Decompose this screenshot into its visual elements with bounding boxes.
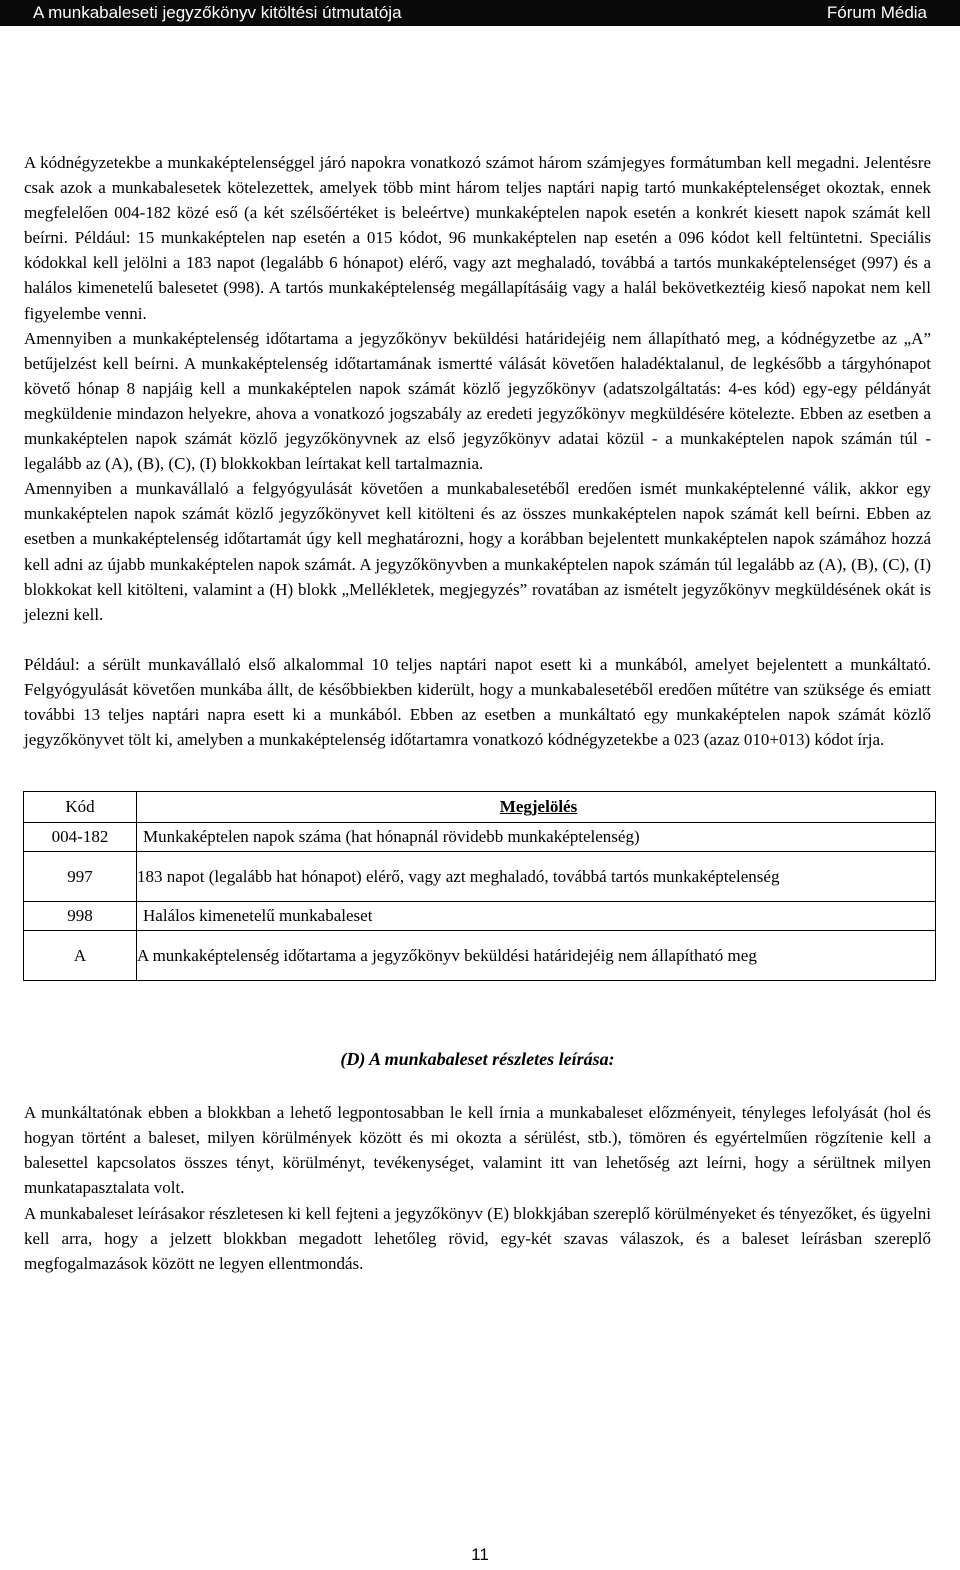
section-title: (D) A munkabaleset részletes leírása: [340, 1049, 615, 1070]
table-cell-code: 998 [24, 902, 137, 931]
table-cell-desc: 183 napot (legalább hat hónapot) elérő, vagy azt meghaladó, továbbá tartós munkaképtelenség [137, 852, 936, 902]
table-header-row [24, 792, 936, 823]
document-body [24, 150, 931, 1276]
table-row [24, 902, 936, 931]
table-cell-desc: A munkaképtelenség időtartama a jegyzőkönyv beküldési határidejéig nem állapítható meg [137, 931, 936, 981]
header-code: Kód [24, 792, 137, 823]
table-cell-code: 004-182 [24, 823, 137, 852]
paragraph-description-details: A munkabaleset leírásakor részletesen ki kell fejteni a jegyzőkönyv (E) blokkjában szereplő körülményeket és tényezőket, és ügyelni kell arra, hogy a jelzett blokkban megadott lehetőleg rövid, egy-két szavas válaszok, és a baleset leírásban szereplő megfogalmazások között ne legyen ellentmondás. [24, 1203, 931, 1273]
page-number: 11 [471, 1545, 489, 1564]
paragraph-relapse: Amennyiben a munkavállaló a felgyógyulását követően a munkabalesetéből eredően ismét munkaképtelenné válik, akkor egy munkaképtelen napok számát közlő jegyzőkönyvet kell kitölteni és az összes munkaképtelen napok számát kell beírni. Ebben az esetben a munkaképtelenség időtartamát úgy kell meghatározni, hogy a korábban bejelentett munkaképtelen napok számához hozzá kell adni az újabb munkaképtelen napok számát. A jegyzőkönyvben a munkaképtelen napok számán túl legalább az (A), (B), (C), (I) blokkokat kell kitölteni, valamint a (H) blokk „Mellékletek, megjegyzés” rovatában az ismételt jegyzőkönyv megküldésének okát is jelezni kell. [24, 479, 931, 624]
code-table [23, 791, 936, 981]
table-cell-code: A [24, 931, 137, 981]
table-cell-desc: Halálos kimenetelű munkabaleset [137, 902, 936, 931]
table-row [24, 852, 936, 902]
header-designation: Megjelölés [137, 792, 936, 823]
paragraph-example: Például: a sérült munkavállaló első alkalommal 10 teljes naptári napot esett ki a munkából, amelyet bejelentett a munkáltató. Felgyógyulását követően munkába állt, de későbbiekben kiderült, hogy a munkabalesetéből eredően műtétre van szüksége és emiatt további 13 teljes naptári napra esett ki a munkából. Ebben az esetben a munkáltató egy munkaképtelen napok számát közlő jegyzőkönyvet tölt ki, amelyben a munkaképtelenség időtartamra vonatkozó kódnégyzetekbe a 023 (azaz 010+013) kódot írja. [24, 654, 931, 750]
table-cell-desc: Munkaképtelen napok száma (hat hónapnál rövidebb munkaképtelenség) [137, 823, 936, 852]
table-row [24, 931, 936, 981]
paragraph-unknown-duration: Amennyiben a munkaképtelenség időtartama a jegyzőkönyv beküldési határidejéig nem állapítható meg, a kódnégyzetbe az „A” betűjelzést kell beírni. A munkaképtelenség időtartamának ismertté válását követően haladéktalanul, de legkésőbb a tárgyhónapot követő hónap 8 napjáig kell a munkaképtelen napok számát közlő jegyzőkönyv (adatszolgáltatás: 4-es kód) egy-egy példányát megküldenie mindazon helyekre, ahova a vonatkozó jogszabály az eredeti jegyzőkönyv megküldésére kötelezte. Ebben az esetben a munkaképtelen napok számát közlő jegyzőkönyvnek az első jegyzőkönyv adatai közül - a munkaképtelen napok számán túl - legalább az (A), (B), (C), (I) blokkokban leírtakat kell tartalmaznia. [24, 328, 931, 474]
publisher-name: Fórum Média [826, 3, 927, 22]
table-row [24, 823, 936, 852]
paragraph-code-format: A kódnégyzetekbe a munkaképtelenséggel járó napokra vonatkozó számot három számjegyes formátumban kell megadni. Jelentésre csak azok a munkabalesetek kötelezettek, amelyek több mint három teljes naptári napig tartó munkaképtelenséget okoztak, ennek megfelelően 004-182 közé eső (a két szélsőértéket is beleértve) munkaképtelen napok esetén a konkrét kiesett napok számát kell beírni. Például: 15 munkaképtelen nap esetén a 015 kódot, 96 munkaképtelen nap esetén a 096 kódot kell feltüntetni. Speciális kódokkal kell jelölni a 183 napot (legalább 6 hónapot) elérő, vagy azt meghaladó, továbbá a tartós munkaképtelenséget (997) és a halálos kimenetelű balesetet (998). A tartós munkaképtelenség megállapításáig vagy a halál bekövetkeztéig kieső napokat nem kell figyelembe venni. [24, 153, 931, 323]
document-title: A munkabaleseti jegyzőkönyv kitöltési útmutatója [33, 3, 402, 22]
page-header [0, 0, 960, 26]
paragraph-description-intro: A munkáltatónak ebben a blokkban a lehető legpontosabban le kell írnia a munkabaleset előzményeit, tényleges lefolyását (hol és hogyan történt a baleset, milyen körülmények között és mi okozta a sérülést, stb.), tömören és egyértelműen rögzítenie kell a balesettel kapcsolatos összes tényt, körülményt, tevékenységet, valamint itt van lehetőség azt leírni, hogy a sérültnek milyen munkatapasztalata volt. [24, 1103, 931, 1198]
table-cell-code: 997 [24, 852, 137, 902]
